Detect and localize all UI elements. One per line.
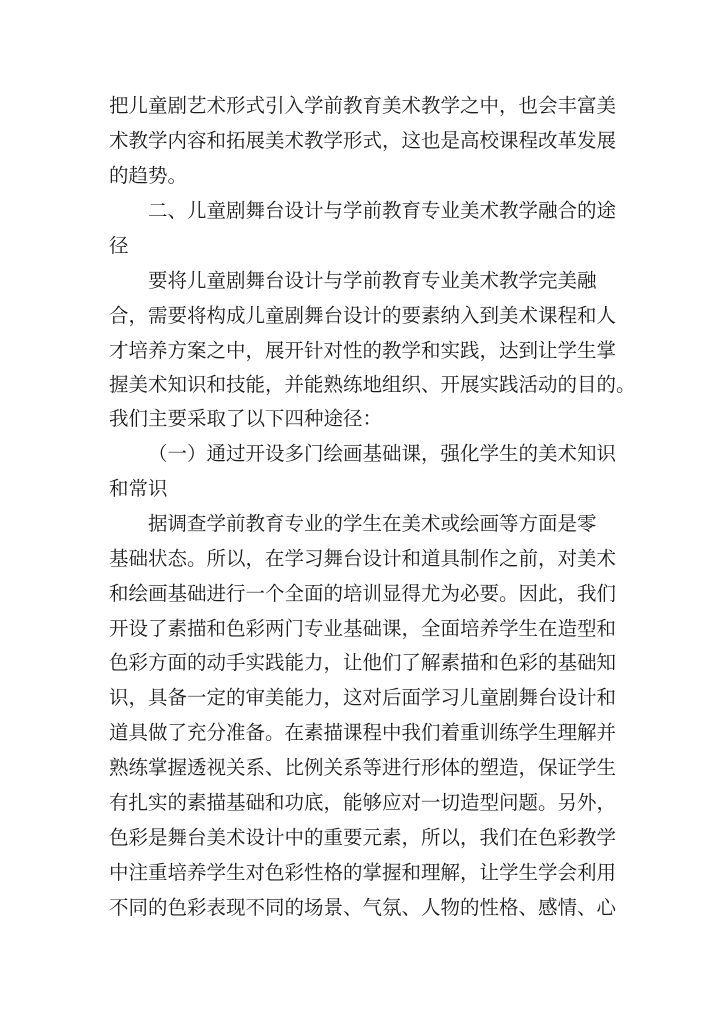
text-line: 有扎实的素描基础和功底，能够应对一切造型问题。另外， <box>109 791 617 814</box>
text-line: 识，具备一定的审美能力，这对后面学习儿童剧舞台设计和 <box>109 686 617 709</box>
text-line: 把儿童剧艺术形式引入学前教育美术教学之中，也会丰富美 <box>109 94 617 117</box>
text-line: 不同的色彩表现不同的场景、气氛、人物的性格、感情、心 <box>109 896 617 919</box>
section-heading: 径 <box>109 234 129 257</box>
text-line: 才培养方案之中，展开针对性的教学和实践，达到让学生掌 <box>109 339 617 362</box>
text-line: 术教学内容和拓展美术教学形式，这也是高校课程改革发展 <box>109 129 617 152</box>
subsection-heading: （一）通过开设多门绘画基础课，强化学生的美术知识 <box>148 442 617 465</box>
text-line: 我们主要采取了以下四种途径： <box>109 407 383 430</box>
text-line: 的趋势。 <box>109 164 188 187</box>
text-line: 开设了素描和色彩两门专业基础课，全面培养学生在造型和 <box>109 617 617 640</box>
text-line: 和绘画基础进行一个全面的培训显得尤为必要。因此，我们 <box>109 582 617 605</box>
text-line: 中注重培养学生对色彩性格的掌握和理解，让学生学会利用 <box>109 861 617 884</box>
text-line: 合，需要将构成儿童剧舞台设计的要素纳入到美术课程和人 <box>109 304 617 327</box>
text-line: 要将儿童剧舞台设计与学前教育专业美术教学完美融 <box>148 269 597 292</box>
text-line: 色彩是舞台美术设计中的重要元素，所以，我们在色彩教学 <box>109 826 617 849</box>
text-line: 基础状态。所以，在学习舞台设计和道具制作之前，对美术 <box>109 547 617 570</box>
section-heading: 二、儿童剧舞台设计与学前教育专业美术教学融合的途 <box>148 199 617 222</box>
subsection-heading: 和常识 <box>109 477 168 500</box>
text-line: 据调查学前教育专业的学生在美术或绘画等方面是零 <box>148 512 597 535</box>
text-line: 熟练掌握透视关系、比例关系等进行形体的塑造，保证学生 <box>109 756 617 779</box>
text-line: 色彩方面的动手实践能力，让他们了解素描和色彩的基础知 <box>109 651 617 674</box>
text-line: 道具做了充分准备。在素描课程中我们着重训练学生理解并 <box>109 721 617 744</box>
text-line: 握美术知识和技能，并能熟练地组织、开展实践活动的目的。 <box>109 373 636 396</box>
